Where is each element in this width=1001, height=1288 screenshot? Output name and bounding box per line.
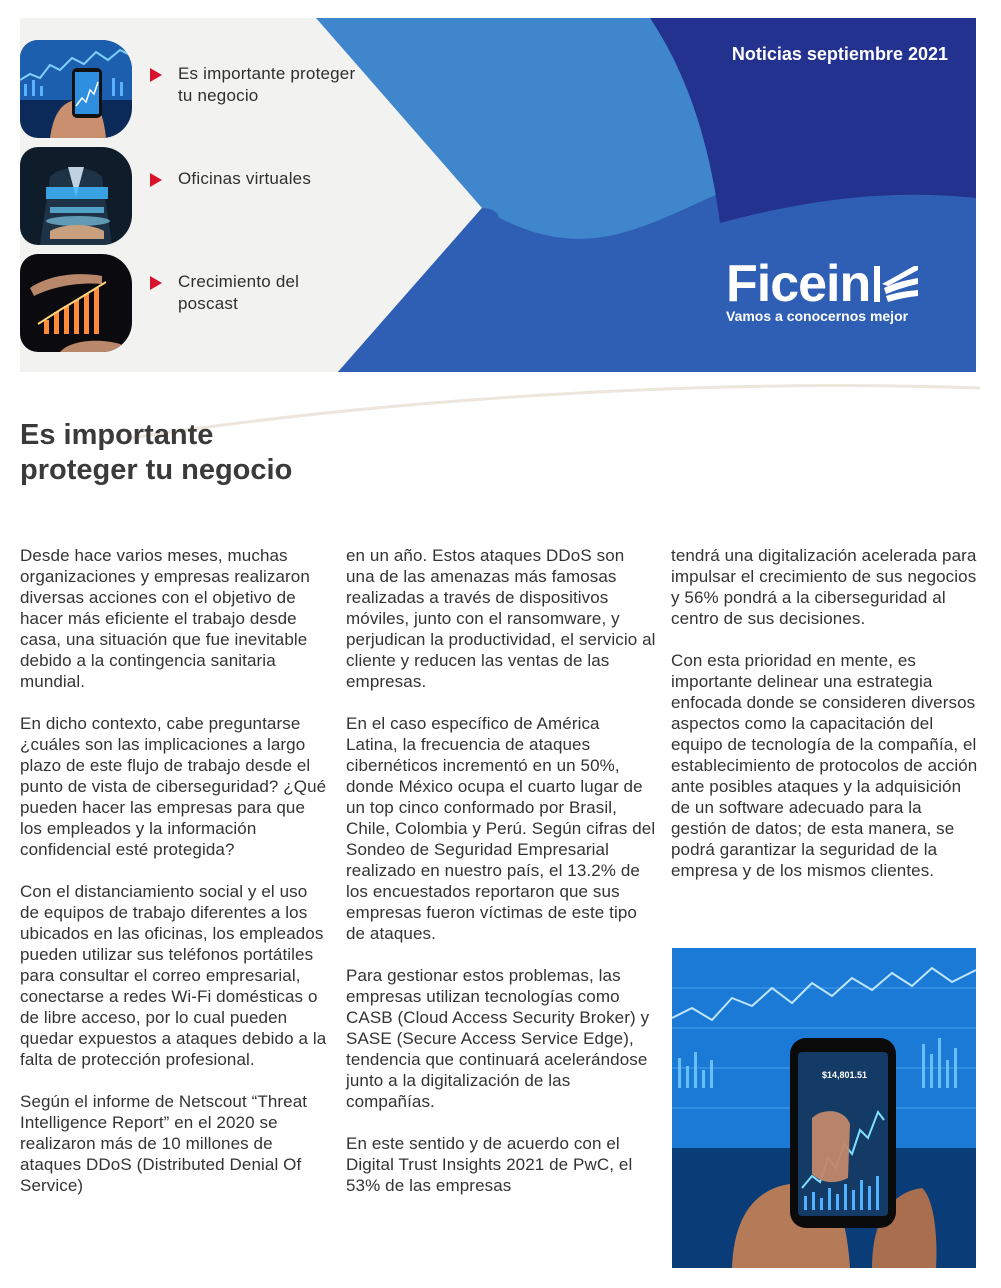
play-arrow-icon (150, 276, 162, 290)
toc-label: Es importante proteger tu negocio (178, 64, 356, 105)
paragraph: Según el informe de Netscout “Threat Intelligence Report” en el 2020 se realizaron más de 10 millones de ataques DDoS (Distributed Denial Of Service) (20, 1092, 308, 1195)
paragraph: Con el distanciamiento social y el uso de equipos de trabajo diferentes a los ubicados en las oficinas, los empleados pueden utilizar sus teléfonos portátiles para consultar el correo empresarial, conectarse a redes Wi-Fi domésticas o de libre acceso, por lo cual pueden quedar expuestos a ataques debido a la falta de protección profesional. (20, 882, 327, 1069)
newsletter-header (20, 18, 976, 372)
paragraph: tendrá una digitalización acelerada para impulsar el crecimiento de sus negocios y 56% pondrá a la ciberseguridad al centro de sus decisiones. (671, 546, 977, 628)
play-arrow-icon (150, 173, 162, 187)
article-photo-phone-trading (672, 948, 976, 1268)
paragraph: En dicho contexto, cabe preguntarse ¿cuáles son las implicaciones a largo plazo de este flujo de trabajo desde el punto de vista de ciberseguridad? ¿Qué pueden hacer las empresas para que los empleados y la información confidencial esté protegida? (20, 714, 327, 859)
article-column-3 (671, 545, 981, 902)
toc-item-proteger[interactable] (150, 63, 368, 107)
toc-label: Crecimiento del poscast (178, 272, 300, 313)
toc-item-poscast[interactable] (150, 271, 338, 315)
phone-price-readout: $14,801.51 (822, 1070, 868, 1080)
brand-tagline: Vamos a conocernos mejor (726, 308, 909, 324)
article-column-1 (20, 545, 330, 1217)
paragraph: en un año. Estos ataques DDoS son una de las amenazas más famosas realizadas a través de dispositivos móviles, junto con el ransomware, y perjudican la productividad, el servicio al cliente y reducen las ventas de las empresas. (346, 546, 656, 691)
article-title: Es importante proteger tu negocio (20, 419, 293, 486)
paragraph: Con esta prioridad en mente, es importante delinear una estrategia enfocada donde se consideren diversos aspectos como la capacitación del equipo de tecnología de la compañía, el establecimiento de protocolos de acción ante posibles ataques y la adquisición de un software adecuado para la gestión de datos; de esta manera, se podrá garantizar la seguridad de la empresa y de los mismos clientes. (671, 651, 978, 880)
paragraph: Desde hace varios meses, muchas organizaciones y empresas realizaron diversas acciones con el objetivo de hacer más eficiente el trabajo desde casa, una situación que fue inevitable debido a la contingencia sanitaria mundial. (20, 546, 310, 691)
thumbnail-podcast-growth[interactable] (20, 254, 132, 352)
paragraph: Para gestionar estos problemas, las empresas utilizan tecnologías como CASB (Cloud Access Security Broker) y SASE (Secure Access Service Edge), tendencia que continuará acelerándose junto a la digitalización de las compañías. (346, 966, 650, 1111)
paragraph: En este sentido y de acuerdo con el Digital Trust Insights 2021 de PwC, el 53% de las empresas (346, 1134, 633, 1195)
article-column-2 (346, 545, 656, 1217)
play-arrow-icon (150, 68, 162, 82)
thumbnail-cybersecurity[interactable] (20, 40, 132, 138)
thumbnail-virtual-office[interactable] (20, 147, 132, 245)
toc-item-oficinas[interactable] (150, 168, 368, 190)
issue-label: Noticias septiembre 2021 (731, 44, 948, 64)
ficein-mark-icon (874, 264, 920, 304)
brand-name: Ficein (726, 255, 871, 313)
paragraph: En el caso específico de América Latina, la frecuencia de ataques cibernéticos incrementó en un 50%, donde México ocupa el cuarto lugar de un top cinco conformado por Brasil, Chile, Colombia y Perú. Según cifras del Sondeo de Seguridad Empresarial realizado en nuestro país, el 13.2% de los encuestados reportaron que sus empresas fueron víctimas de este tipo de ataques. (346, 714, 656, 943)
toc-label: Oficinas virtuales (178, 169, 312, 188)
brand-logo (726, 256, 920, 324)
